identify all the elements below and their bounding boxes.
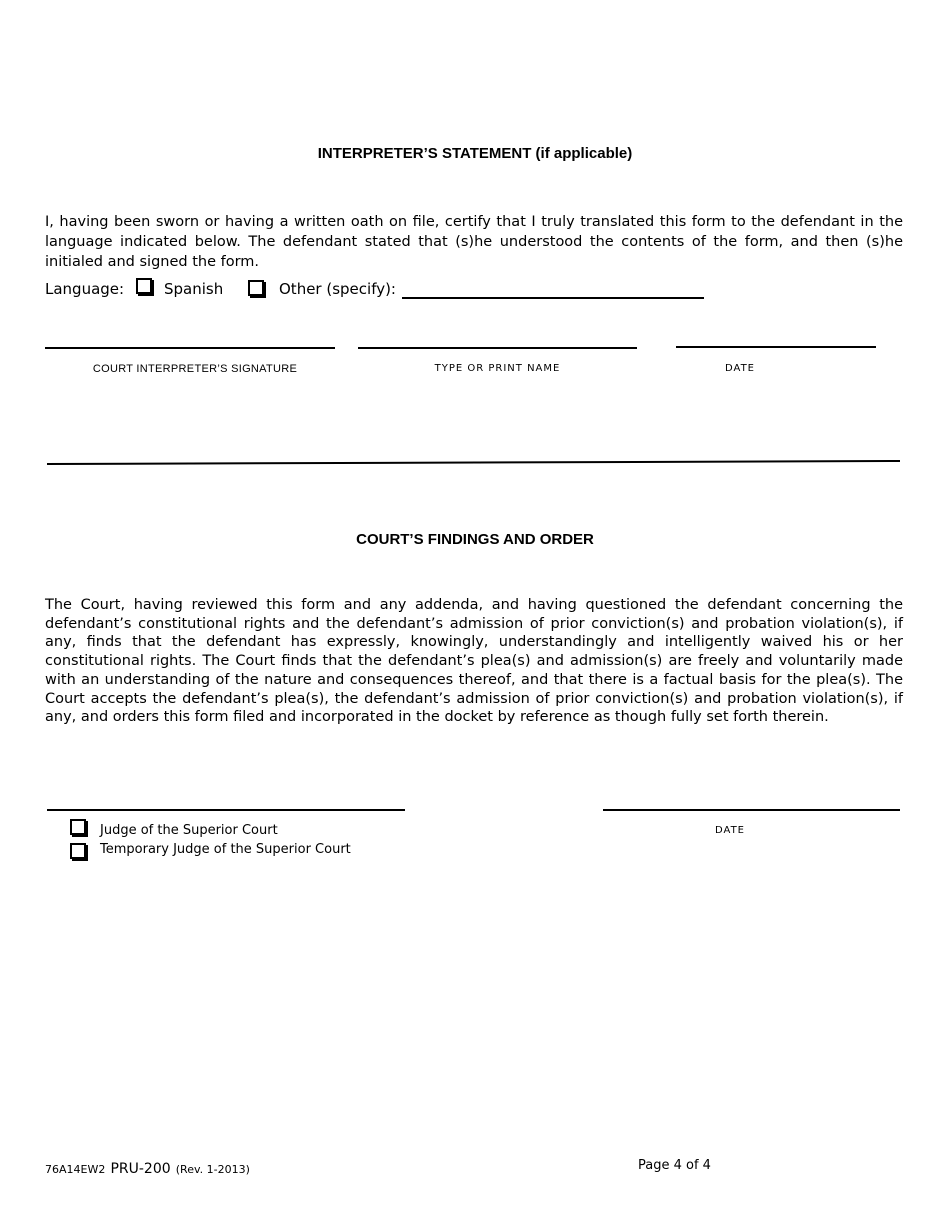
interpreter-date-line[interactable] <box>676 346 876 348</box>
other-language-label: Other (specify): <box>279 280 396 298</box>
form-revision: (Rev. 1-2013) <box>175 1163 250 1176</box>
print-name-line[interactable] <box>358 347 637 349</box>
judge-label: Judge of the Superior Court <box>100 823 278 838</box>
form-code: 76A14EW2 <box>45 1163 106 1176</box>
interpreter-signature-line[interactable] <box>45 347 335 349</box>
other-language-checkbox[interactable] <box>248 280 264 296</box>
print-name-label: TYPE OR PRINT NAME <box>434 363 561 374</box>
temp-judge-checkbox[interactable] <box>70 843 86 859</box>
temp-judge-label: Temporary Judge of the Superior Court <box>100 842 351 857</box>
section-divider <box>47 460 900 465</box>
language-row <box>45 280 745 302</box>
judge-signature-line[interactable] <box>47 809 405 811</box>
judge-checkbox[interactable] <box>70 819 86 835</box>
interpreter-signature-label: COURT INTERPRETER’S SIGNATURE <box>92 363 298 375</box>
form-number: PRU-200 <box>110 1161 171 1177</box>
interpreter-heading: INTERPRETER’S STATEMENT (if applicable) <box>317 145 633 162</box>
court-date-line[interactable] <box>603 809 900 811</box>
interpreter-statement: I, having been sworn or having a written oath on file, certify that I truly translated this form to the defendant in the language indicated below. The defendant stated that (s)he understood the contents of the form, and then (s)he initialed and signed the form. <box>45 214 903 270</box>
court-order-text: The Court, having reviewed this form and any addenda, and having questioned the defendant concerning the defendant’s constitutional rights and the defendant’s admission of prior conviction(s) and probation violation(s), if any, finds that the defendant has expressly, knowingly, understandingly and intelligently waived his or her constitutional rights. The Court finds that the defendant’s plea(s) and admission(s) are freely and voluntarily made with an understanding of the nature and consequences thereof, and that there is a factual basis for the plea(s). The Court accepts the defendant’s plea(s), the defendant’s admission of prior conviction(s) and probation violation(s), if any, and orders this form filed and incorporated in the docket by reference as though fully set forth therein. <box>45 597 903 726</box>
interpreter-date-label: DATE <box>724 363 755 374</box>
other-language-field[interactable] <box>402 297 704 299</box>
court-heading: COURT’S FINDINGS AND ORDER <box>356 531 594 548</box>
language-label: Language: <box>45 280 125 298</box>
court-date-label: DATE <box>714 825 745 836</box>
page-number: Page 4 of 4 <box>638 1158 711 1173</box>
spanish-checkbox[interactable] <box>136 278 152 294</box>
spanish-label: Spanish <box>164 280 224 298</box>
form-identifier <box>45 1158 250 1177</box>
